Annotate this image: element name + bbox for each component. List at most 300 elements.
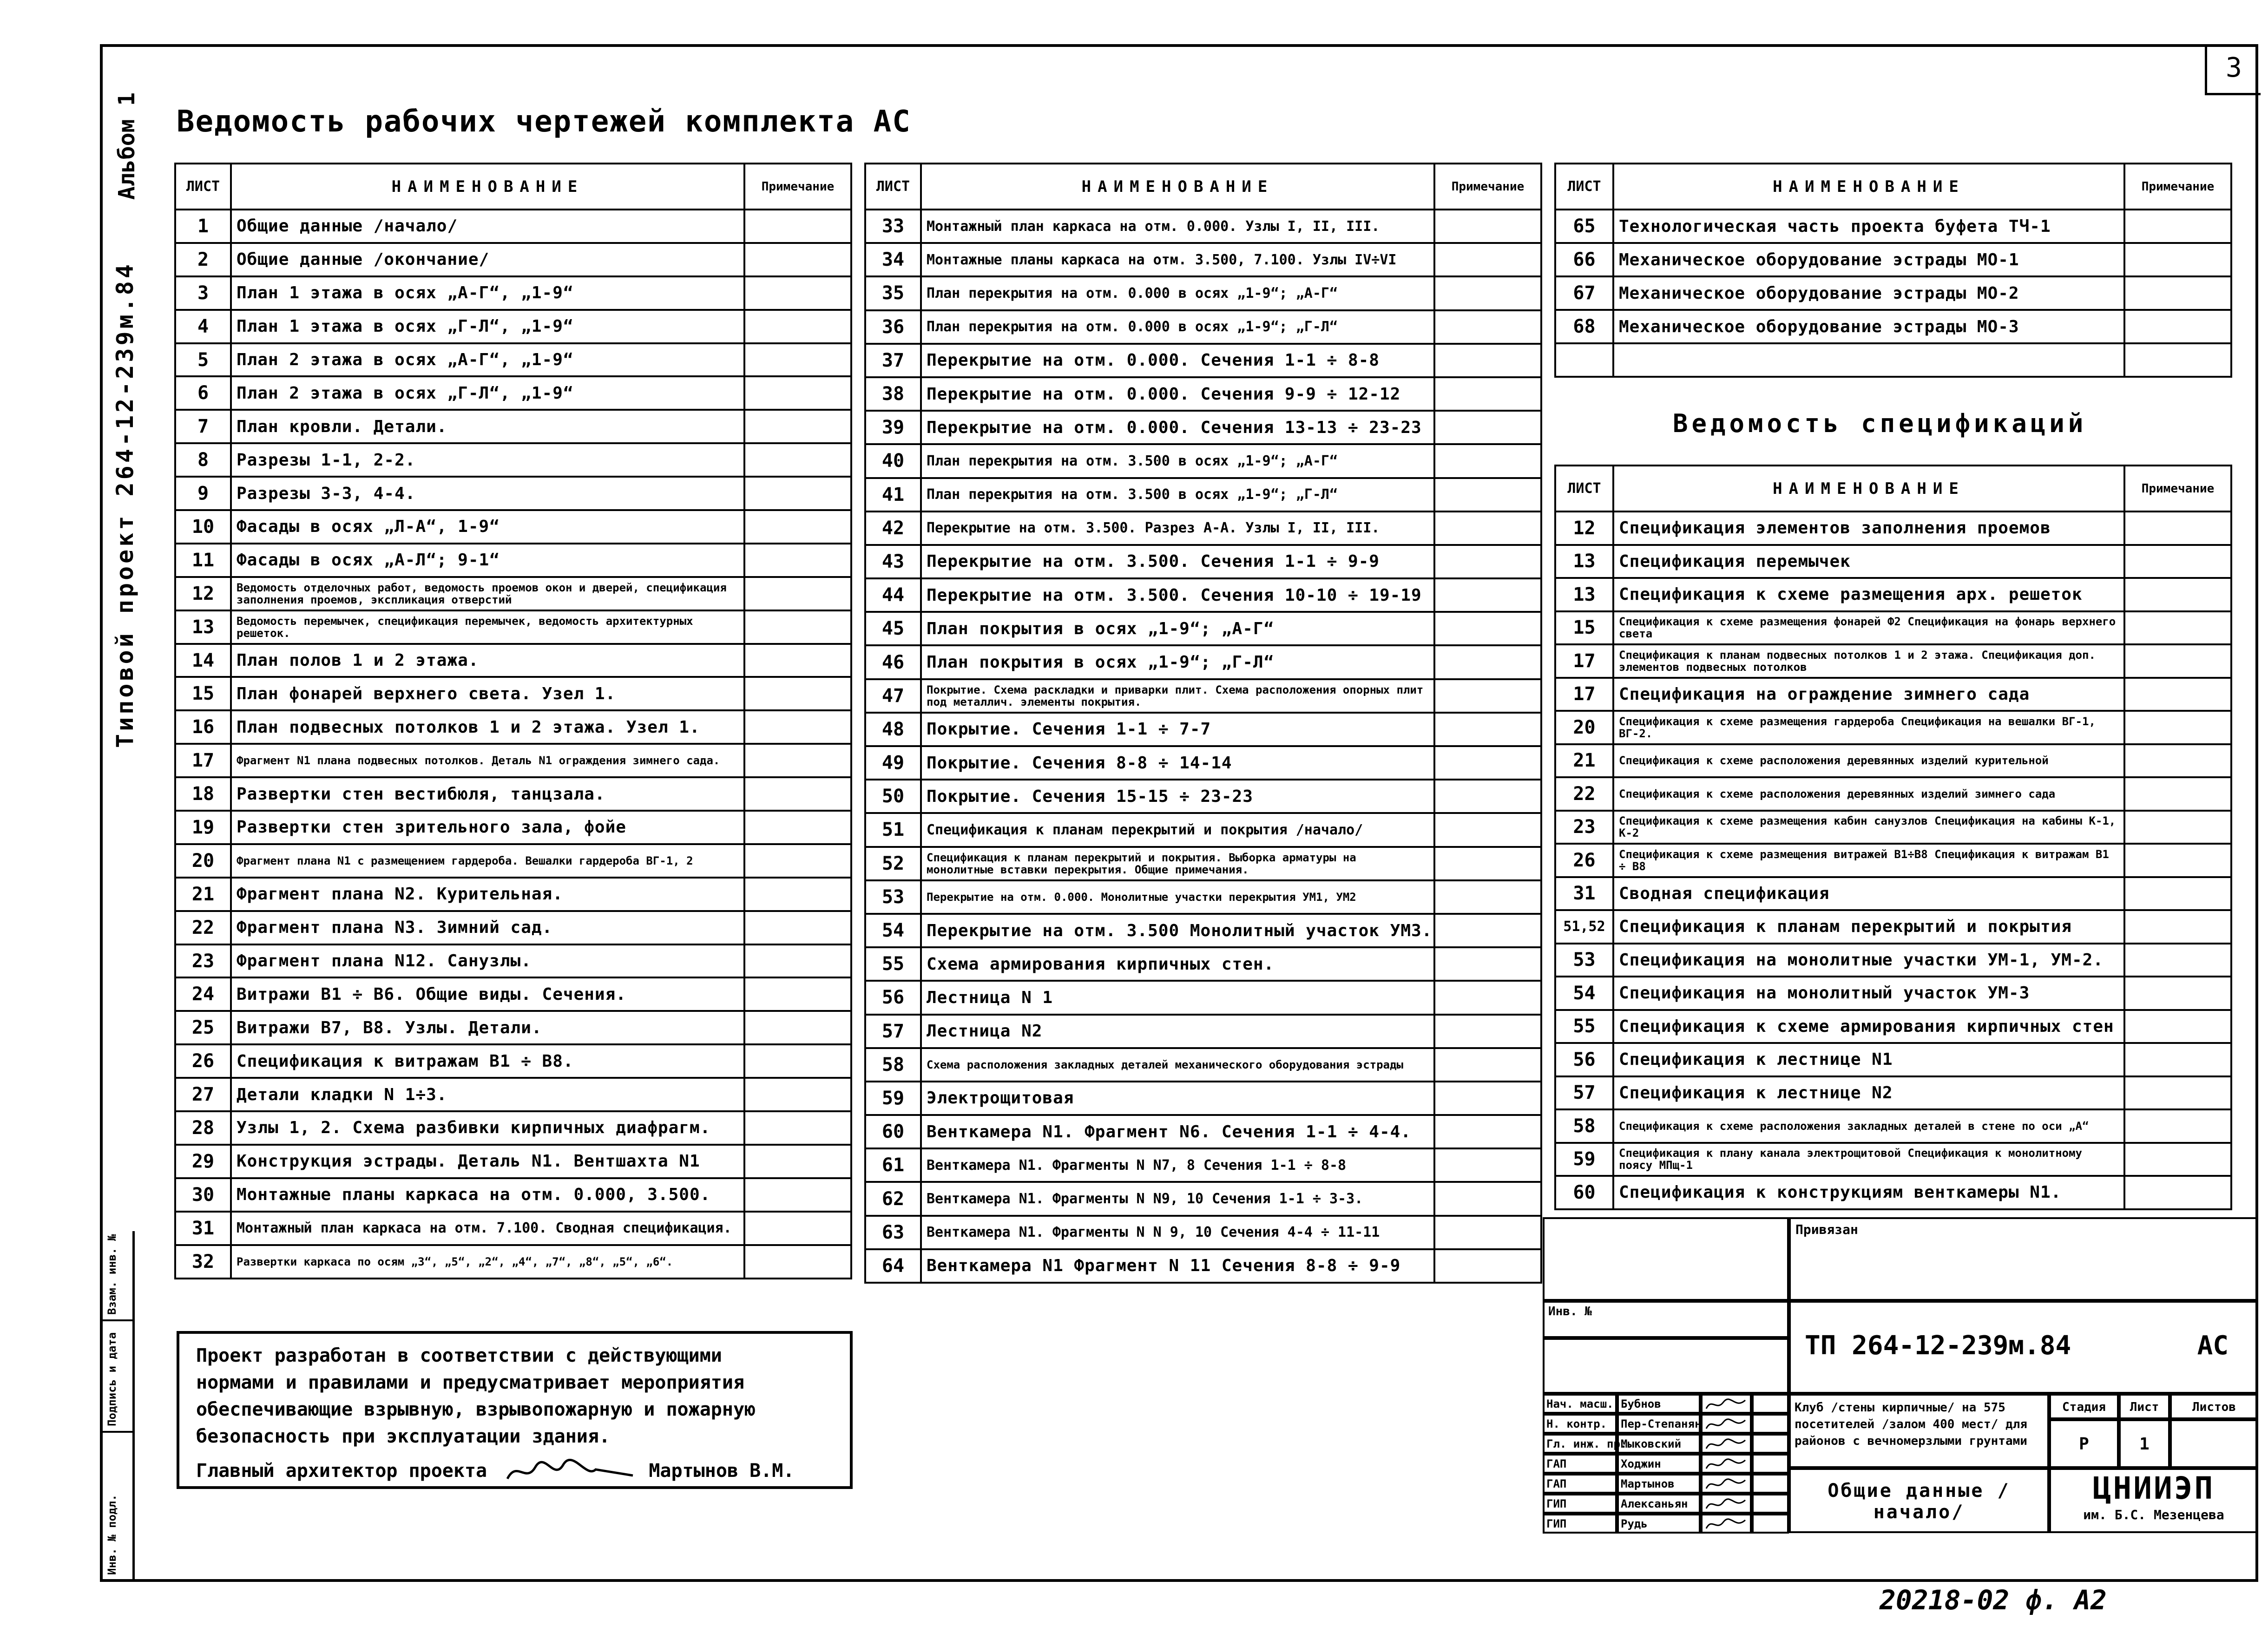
sheet-number: 36 [865,310,921,344]
drawing-mark: АС [2197,1331,2229,1361]
stamp-empty-1 [1543,1217,1789,1301]
note-line: Проект разработан в соответствии с действующими [196,1345,722,1366]
sheet-name: Спецификация к схеме армирования кирпичных стен [1613,1010,2124,1043]
col-name-header: НАИМЕНОВАНИЕ [231,164,744,210]
sheet-note [744,376,851,410]
table-row [175,1078,851,1111]
role-label: ГАП [1543,1474,1617,1494]
sheet-number: 5 [175,343,231,377]
table-row [175,944,851,978]
sheet-name: Перекрытие на отм. 0.000. Сечения 9-9 ÷ 12-12 [921,377,1434,411]
sheet-note [744,777,851,811]
table-row [865,1182,1541,1215]
sheet-number: 7 [175,410,231,443]
sheet-name: План перекрытия на отм. 0.000 в осях „1-9“; „Г-Л“ [921,310,1434,344]
sheet-number: 62 [865,1182,921,1215]
sheet-note [744,310,851,343]
sheet-note [2124,977,2231,1010]
sheet-note [744,677,851,710]
sheet-name: Спецификация к лестнице N2 [1613,1076,2124,1110]
sheet-name: Лестница N 1 [921,981,1434,1014]
table-row [1555,1143,2231,1176]
table-row [865,679,1541,713]
sheet-note [1434,512,1541,545]
table-row [175,811,851,844]
sheet-note [1434,880,1541,914]
table-row [175,1011,851,1044]
sheet-name: Перекрытие на отм. 0.000. Монолитные участки перекрытия УМ1, УМ2 [921,880,1434,914]
sheet-number: 26 [175,1044,231,1078]
sheet-name: Венткамера N1. Фрагменты N N 9, 10 Сечения 4-4 ÷ 11-11 [921,1216,1434,1249]
table-row [1555,944,2231,977]
signature-icon [498,1458,638,1486]
role-signature [1701,1394,1752,1414]
role-signature [1701,1434,1752,1454]
table-row [175,243,851,276]
project-code: ТП 264-12-239м.84 [1805,1331,2071,1361]
sheet-name: Схема расположения закладных деталей механического оборудования эстрады [921,1048,1434,1082]
table-row [175,210,851,243]
table-row [1555,1010,2231,1043]
sheet-name [1613,343,2124,377]
list-header: Лист [2119,1394,2170,1419]
sheet-name: Развертки стен зрительного зала, фойе [231,811,744,844]
sheet-note [1434,377,1541,411]
stadia-value: Р [2049,1419,2119,1468]
sheet-number: 21 [175,878,231,911]
table-row [175,677,851,710]
table-row [865,411,1541,444]
sheet-note [2124,611,2231,645]
sheet-name: План перекрытия на отм. 0.000 в осях „1-9“; „А-Г“ [921,276,1434,310]
sheet-note [744,744,851,777]
role-name: Рудь [1617,1514,1701,1534]
sheet-number: 59 [1555,1143,1613,1176]
table-row [1555,711,2231,744]
sheet-number: 13 [1555,545,1613,578]
sheet-name: План покрытия в осях „1-9“; „А-Г“ [921,612,1434,645]
sheet-number: 56 [1555,1043,1613,1076]
sheet-note [1434,545,1541,578]
sheet-number: 21 [1555,744,1613,778]
sheet-note [744,1078,851,1111]
sheet-name: Венткамера N1 Фрагмент N 11 Сечения 8-8 ÷ 9-9 [921,1249,1434,1283]
sheet-number: 38 [865,377,921,411]
table-row [175,911,851,944]
sheet-number: 26 [1555,844,1613,877]
sheet-note [744,644,851,677]
sheet-note [744,544,851,577]
sheet-name: Конструкция эстрады. Деталь N1. Вентшахта N1 [231,1145,744,1178]
table-row [175,376,851,410]
sheet-number: 3 [175,276,231,310]
sheet-note [1434,746,1541,780]
sheet-number: 12 [1555,512,1613,545]
table-row [1555,545,2231,578]
sheet-number: 42 [865,512,921,545]
table-row [1555,910,2231,944]
role-name: Алексаньян [1617,1494,1701,1514]
sheet-number: 31 [1555,877,1613,911]
safety-note [177,1331,853,1489]
table-row [175,744,851,777]
sheet-name: Спецификация на монолитные участки УМ-1, УМ-2. [1613,944,2124,977]
inv-podl-label: Инв. № подл. [105,1494,118,1575]
sheet-name: Монтажные планы каркаса на отм. 0.000, 3.500. [231,1178,744,1212]
sheet-name: Спецификация к схеме размещения витражей В1÷В8 Спецификация к витражам В1 ÷ В8 [1613,844,2124,877]
sheet-name: Механическое оборудование эстрады МО-1 [1613,243,2124,276]
privyazan-cell [1789,1217,2258,1301]
table-row [865,578,1541,612]
table-row [175,777,851,811]
sheet-note [744,1111,851,1145]
sheet-note [1434,1182,1541,1215]
sheet-name: Фрагмент плана N12. Санузлы. [231,944,744,978]
table-row [175,878,851,911]
note-line: обеспечивающие взрывную, взрывопожарную и пожарную [196,1399,756,1420]
table-row [1555,578,2231,611]
sheet-number: 23 [1555,811,1613,844]
sheet-number: 64 [865,1249,921,1283]
sheet-name: Фасады в осях „А-Л“; 9-1“ [231,544,744,577]
table-row [1555,777,2231,811]
table-row [175,310,851,343]
role-date [1752,1494,1789,1514]
sheet-name: Спецификация к схеме размещения фонарей Ф2 Спецификация на фонарь верхнего света [1613,611,2124,645]
org-subtitle: им. Б.С. Мезенцева [2083,1507,2224,1522]
table-row [175,443,851,477]
sheet-number: 54 [1555,977,1613,1010]
org-cell [2049,1468,2258,1533]
sheet-note [1434,645,1541,679]
sheet-name: Детали кладки N 1÷3. [231,1078,744,1111]
sheet-note [2124,578,2231,611]
object-cell [1789,1394,2049,1468]
sheet-number: 55 [865,947,921,981]
chief-architect-line [196,1457,833,1486]
table-row [175,844,851,878]
sheet-number: 16 [175,710,231,744]
sheet-note [744,1178,851,1212]
chief-architect-label: Главный архитектор проекта [196,1460,487,1482]
sheet-number: 15 [175,677,231,710]
sheet-number: 17 [1555,644,1613,678]
table-row [1555,276,2231,310]
drawings-table-2 [864,163,1542,1284]
table-row [865,545,1541,578]
stadia-header: Стадия [2049,1394,2119,1419]
sheet-number: 68 [1555,310,1613,343]
sheet-number: 59 [865,1082,921,1115]
table-row [865,880,1541,914]
sheet-number: 8 [175,443,231,477]
table-row [175,544,851,577]
table-row [175,1111,851,1145]
sheet-name: Перекрытие на отм. 0.000. Сечения 13-13 ÷ 23-23 [921,411,1434,444]
sheet-number: 32 [175,1245,231,1279]
table-row [1555,210,2231,243]
role-name: Бубнов [1617,1394,1701,1414]
sheet-name: Спецификация к лестнице N1 [1613,1043,2124,1076]
role-date [1752,1454,1789,1474]
role-date [1752,1434,1789,1454]
sheet-note [744,878,851,911]
sheet-name: Фрагмент плана N3. Зимний сад. [231,911,744,944]
sheet-number: 17 [1555,678,1613,711]
list-value: 1 [2119,1419,2170,1468]
sheet-name: Фасады в осях „Л-А“, 1-9“ [231,510,744,544]
sheet-note [2124,711,2231,744]
table-row [1555,977,2231,1010]
sheet-name: Спецификация к планам перекрытий и покрытия [1613,910,2124,944]
sheet-name: Спецификация к схеме размещения кабин санузлов Спецификация на кабины К-1, К-2 [1613,811,2124,844]
col-note-header: Примечание [744,164,851,210]
col-list-header: ЛИСТ [865,164,921,210]
sheet-name: План 2 этажа в осях „Г-Л“, „1-9“ [231,376,744,410]
sheet-number: 34 [865,243,921,276]
sheet-name: Фрагмент плана N2. Курительная. [231,878,744,911]
sheet-note [744,443,851,477]
col-list-header: ЛИСТ [1555,466,1613,512]
sheet-note [1434,276,1541,310]
table-row [1555,611,2231,645]
table-row [865,1048,1541,1082]
sheet-name: Монтажный план каркаса на отм. 7.100. Сводная спецификация. [231,1212,744,1245]
table-row [1555,243,2231,276]
sheet-name: План 1 этажа в осях „Г-Л“, „1-9“ [231,310,744,343]
sheet-name: План перекрытия на отм. 3.500 в осях „1-9“; „Г-Л“ [921,478,1434,512]
sheet-note [1434,1115,1541,1148]
sheet-name: Спецификация к планам подвесных потолков 1 и 2 этажа. Спецификация доп. элементов подвесных потолков [1613,644,2124,678]
table-row [175,1044,851,1078]
sheet-number: 19 [175,811,231,844]
sheet-name: Разрезы 1-1, 2-2. [231,443,744,477]
col-note-header: Примечание [2124,466,2231,512]
table-row [1555,310,2231,343]
table-row [865,377,1541,411]
sheet-note [744,1011,851,1044]
sheet-number: 25 [175,1011,231,1044]
sheet-number: 45 [865,612,921,645]
sheet-name: Фрагмент плана N1 с размещением гардероба. Вешалки гардероба ВГ-1, 2 [231,844,744,878]
sheet-name: Покрытие. Сечения 8-8 ÷ 14-14 [921,746,1434,780]
object-description: Клуб /стены кирпичные/ на 575 посетителей /залом 400 мест/ для районов с вечномерзлыми грунтами [1795,1401,2027,1448]
table-row [1555,877,2231,911]
sheet-note [744,276,851,310]
role-signature [1701,1454,1752,1474]
sheet-note [2124,545,2231,578]
sheet-number: 37 [865,344,921,377]
table-row [865,1249,1541,1283]
table-row [865,444,1541,478]
vzam-inv-cell [100,1231,132,1321]
sheet-note [1434,679,1541,713]
sheet-number: 47 [865,679,921,713]
table-row [1555,678,2231,711]
sheet-note [744,1212,851,1245]
sheet-note [1434,612,1541,645]
sheet-name: Покрытие. Схема раскладки и приварки плит. Схема расположения опорных плит под металлич. элементы покрытия. [921,679,1434,713]
table-row [1555,1176,2231,1209]
sheet-name: Перекрытие на отм. 3.500 Монолитный участок УМ3. [921,914,1434,947]
sheet-number: 13 [175,610,231,644]
table-row [175,276,851,310]
sheet-name: Витражи В7, В8. Узлы. Детали. [231,1011,744,1044]
sheet-note [744,510,851,544]
table-row [1555,1109,2231,1143]
table-row [865,512,1541,545]
role-name: Ходжин [1617,1454,1701,1474]
sheet-number: 4 [175,310,231,343]
sheet-name: Механическое оборудование эстрады МО-3 [1613,310,2124,343]
table-row [865,981,1541,1014]
sheet-note [744,710,851,744]
sheet-note [1434,210,1541,243]
sheet-note [744,977,851,1011]
role-name: Мартынов [1617,1474,1701,1494]
sheet-name: Ведомость отделочных работ, ведомость проемов окон и дверей, спецификация заполнения проемов, экспликация отверстий [231,577,744,610]
table-row [175,977,851,1011]
sheet-name: Общие данные /начало/ [231,210,744,243]
table-row [865,1082,1541,1115]
sheet-note [1434,411,1541,444]
sheet-number: 50 [865,780,921,813]
role-name: Мыковский [1617,1434,1701,1454]
col-note-header: Примечание [1434,164,1541,210]
table-row [175,1212,851,1245]
sheet-number: 43 [865,545,921,578]
col-note-header: Примечание [2124,164,2231,210]
role-label: ГИП [1543,1494,1617,1514]
sheet-note [744,343,851,377]
sheet-number: 20 [1555,711,1613,744]
table-row [865,813,1541,846]
spec-table [1554,465,2232,1210]
table-row [865,746,1541,780]
sheet-number: 22 [175,911,231,944]
sheet-name: Спецификация к схеме расположения закладных деталей в стене по оси „А“ [1613,1109,2124,1143]
sheet-note [744,911,851,944]
album-label: Альбом 1 [114,92,140,200]
sheet-note [744,210,851,243]
sheet-note [2124,310,2231,343]
sheet-name: Венткамера N1. Фрагменты N N9, 10 Сечения 1-1 ÷ 3-3. [921,1182,1434,1215]
sheet-number: 40 [865,444,921,478]
sheet-name: Развертки каркаса по осям „3“, „5“, „2“, „4“, „7“, „8“, „5“, „6“. [231,1245,744,1279]
sheet-number: 11 [175,544,231,577]
sheet-number: 9 [175,477,231,510]
podpis-data-cell [100,1319,132,1433]
sheet-number: 57 [865,1015,921,1048]
sheet-number: 60 [865,1115,921,1148]
sheet-name: Спецификация на монолитный участок УМ-3 [1613,977,2124,1010]
sheet-note [1434,478,1541,512]
spec-title: Ведомость спецификаций [1673,409,2087,438]
table-row [175,510,851,544]
sheet-number: 6 [175,376,231,410]
table-row [865,645,1541,679]
sheet-number: 33 [865,210,921,243]
sheet-number: 10 [175,510,231,544]
col-list-header: ЛИСТ [1555,164,1613,210]
col-name-header: НАИМЕНОВАНИЕ [1613,466,2124,512]
sheet-number: 18 [175,777,231,811]
sheet-note [2124,343,2231,377]
sheet-note [1434,981,1541,1014]
sheet-number: 24 [175,977,231,1011]
sheet-number: 55 [1555,1010,1613,1043]
table-row [865,276,1541,310]
col-name-header: НАИМЕНОВАНИЕ [1613,164,2124,210]
sheet-note [744,410,851,443]
table-row [175,644,851,677]
sheet-name: Лестница N2 [921,1015,1434,1048]
sheet-name: Покрытие. Сечения 15-15 ÷ 23-23 [921,780,1434,813]
role-label: Нач. масш. [1543,1394,1617,1414]
sheet-note [2124,1176,2231,1209]
sheet-number: 67 [1555,276,1613,310]
sheet-note [2124,877,2231,911]
sheet-name: Сводная спецификация [1613,877,2124,911]
podpis-data-label: Подпись и дата [105,1332,118,1426]
role-name: Пер-Степанян [1617,1414,1701,1434]
sheet-name: Спецификация элементов заполнения проемов [1613,512,2124,545]
sheet-note [744,477,851,510]
sheet-number: 39 [865,411,921,444]
side-stamp [100,1231,135,1582]
role-label: Гл. инж. пр. [1543,1434,1617,1454]
col-name-header: НАИМЕНОВАНИЕ [921,164,1434,210]
table-row [175,710,851,744]
sheet-name: Спецификация к конструкциям венткамеры N1. [1613,1176,2124,1209]
table-row [865,310,1541,344]
sheet-number: 52 [865,847,921,880]
sheet-number: 54 [865,914,921,947]
sheet-note [744,1044,851,1078]
sheet-note [2124,243,2231,276]
sheet-note [1434,1216,1541,1249]
sheet-note [1434,780,1541,813]
sheet-note [2124,1010,2231,1043]
sheet-note [2124,811,2231,844]
sheet-number: 46 [865,645,921,679]
sheet-name: Развертки стен вестибюля, танцзала. [231,777,744,811]
role-signature [1701,1514,1752,1534]
sheet-number: 61 [865,1148,921,1182]
table-row [175,610,851,644]
title-block [1543,1217,2258,1582]
sheet-note [744,577,851,610]
sheet-name: Спецификация к витражам В1 ÷ В8. [231,1044,744,1078]
sheet-number: 56 [865,981,921,1014]
sheet-name: План перекрытия на отм. 3.500 в осях „1-9“; „А-Г“ [921,444,1434,478]
sheet-name: Спецификация на ограждение зимнего сада [1613,678,2124,711]
sheet-note [1434,1148,1541,1182]
sheet-note [1434,1249,1541,1283]
role-date [1752,1414,1789,1434]
sheet-note [744,243,851,276]
table-row [865,344,1541,377]
table-row [865,1015,1541,1048]
sheet-number: 51,52 [1555,910,1613,944]
sheet-note [2124,1076,2231,1110]
sheet-name: Фрагмент N1 плана подвесных потолков. Деталь N1 ограждения зимнего сада. [231,744,744,777]
note-line: нормами и правилами и предусматривает мероприятия [196,1372,745,1393]
inv-no-cell [1543,1301,1789,1338]
sheet-name: План 1 этажа в осях „А-Г“, „1-9“ [231,276,744,310]
sheet-name: План кровли. Детали. [231,410,744,443]
table-row [175,1145,851,1178]
